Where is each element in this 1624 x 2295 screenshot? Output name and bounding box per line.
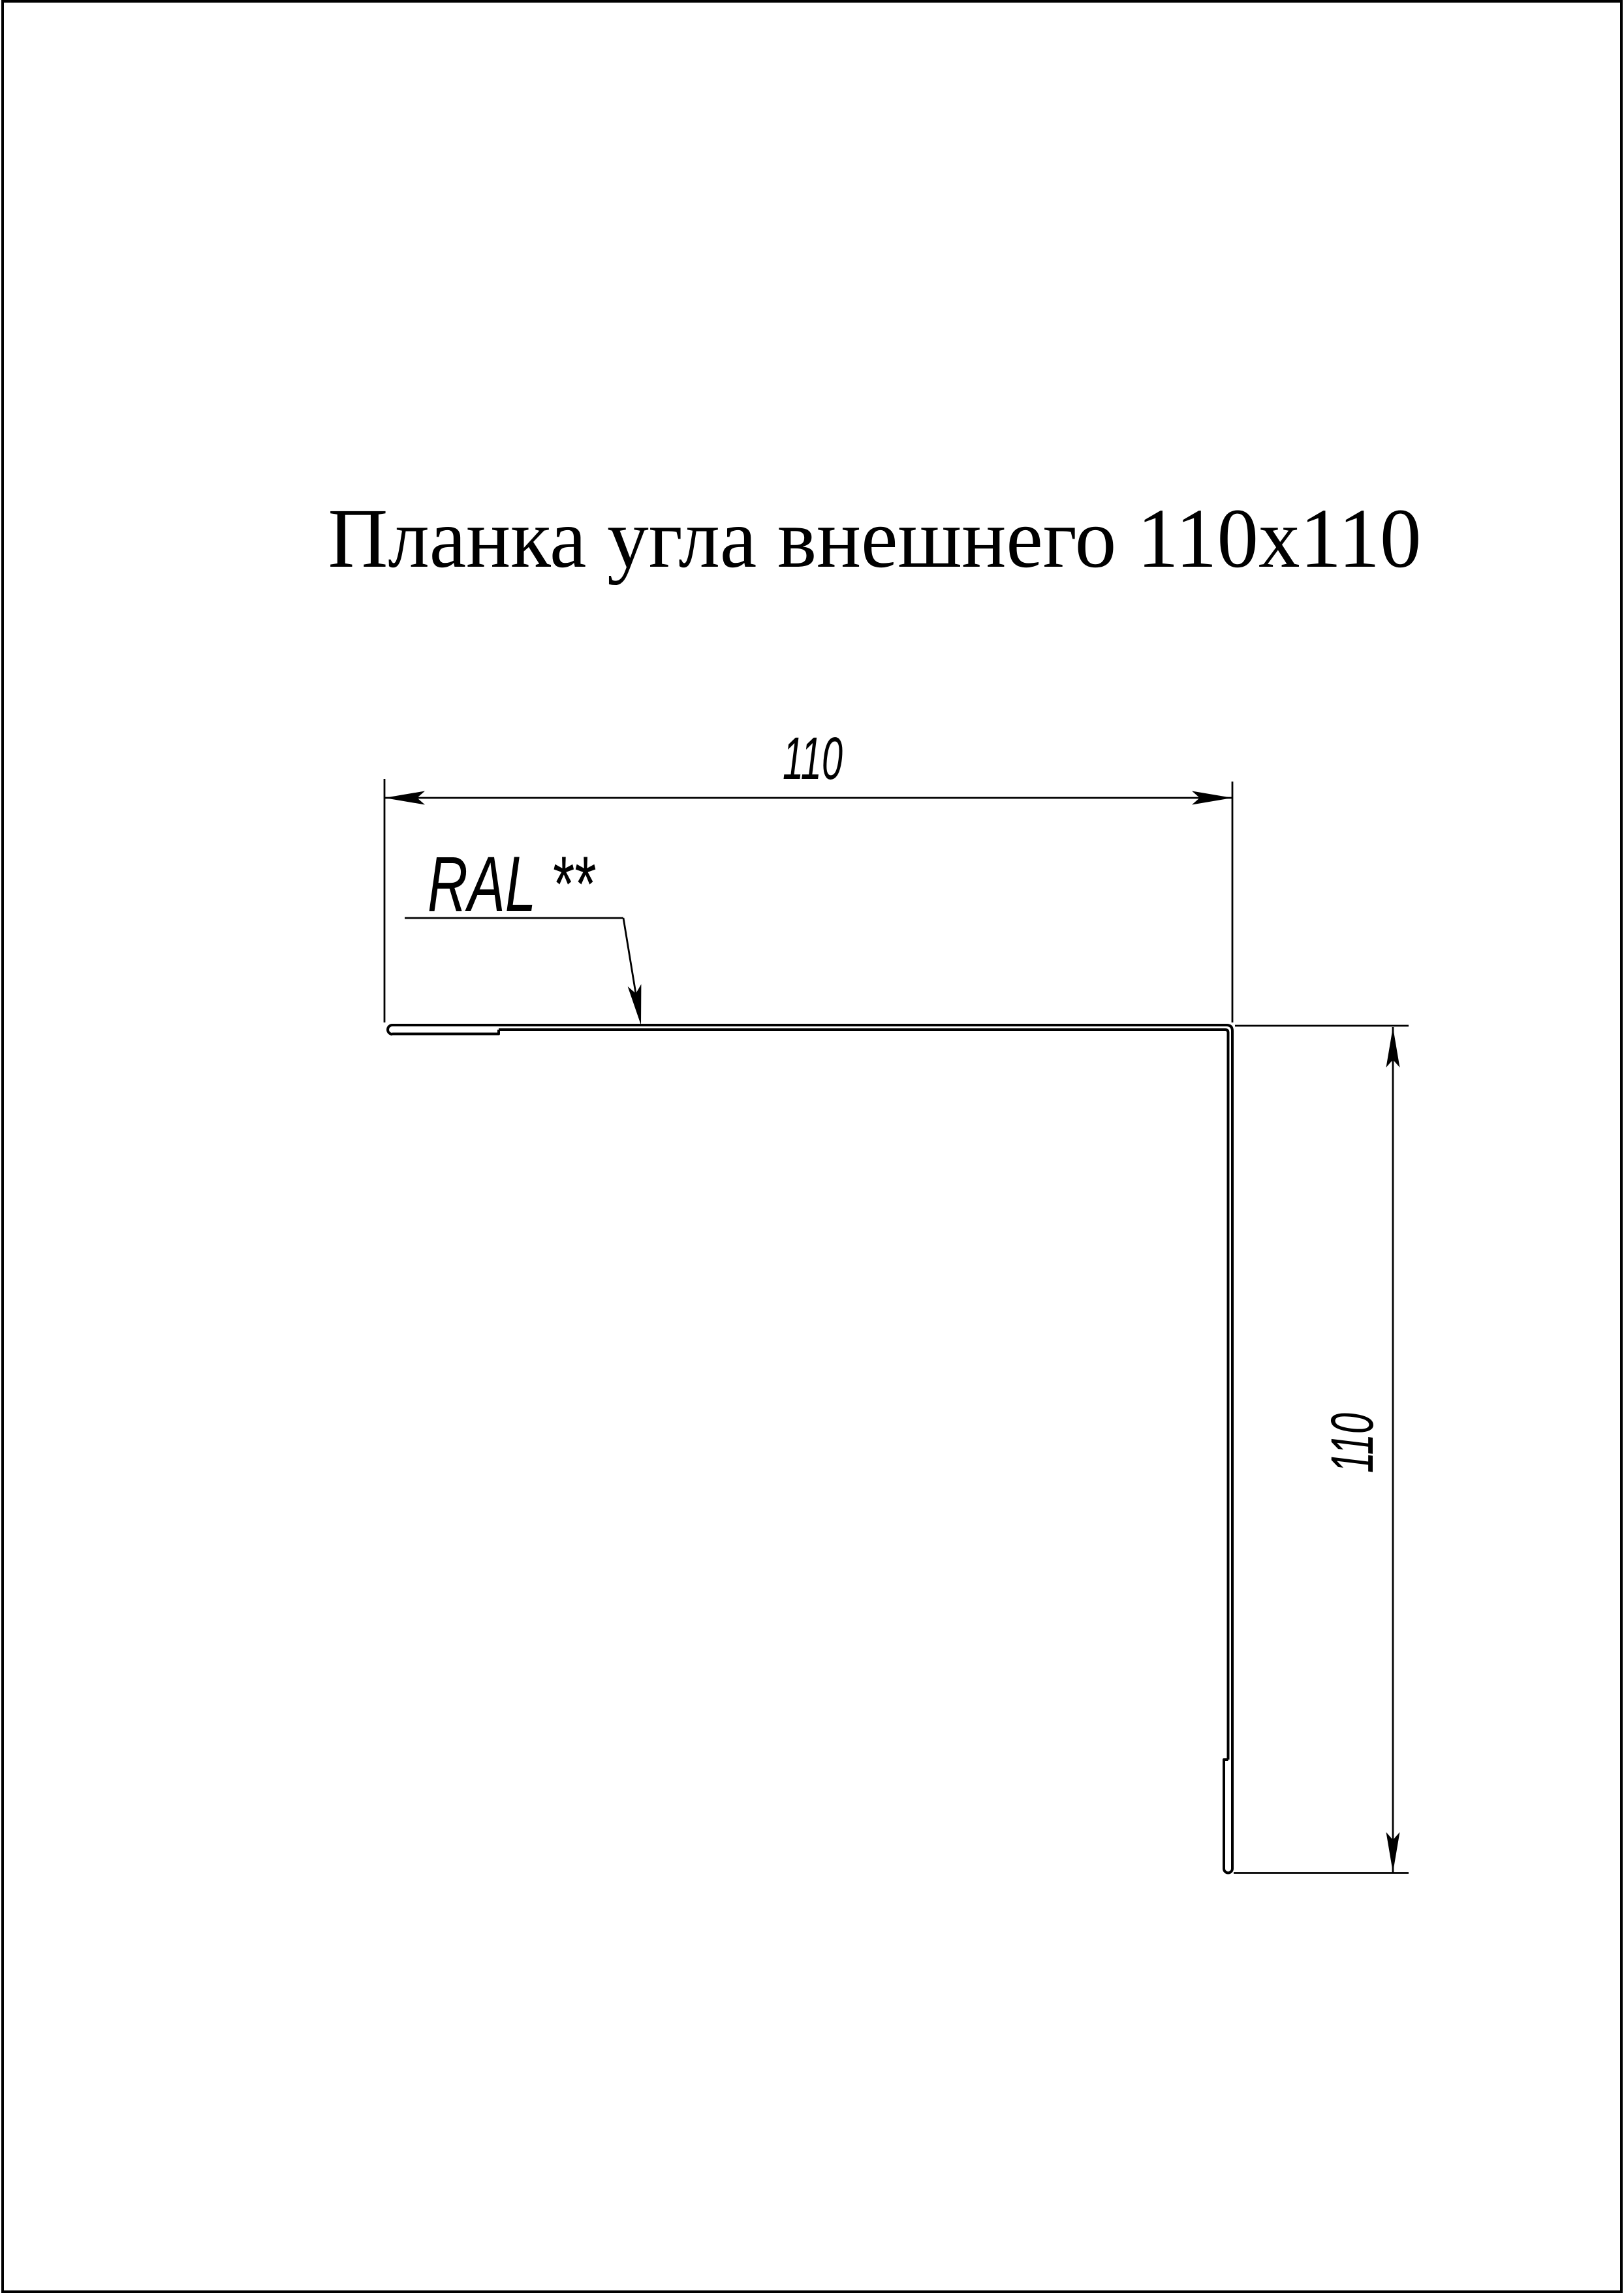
profile-left-hem-line (392, 1030, 499, 1034)
corner-profile (388, 1025, 1232, 1873)
right-dimension-value: 110 (1319, 1377, 1386, 1473)
drawing-title: Планка угла внешнего 110х110 (328, 492, 1422, 586)
ral-label: RAL ** (428, 840, 596, 928)
right-dimension (1234, 1026, 1409, 1873)
top-dimension-value: 110 (783, 725, 843, 792)
profile-outer-line (388, 1025, 1232, 1873)
profile-inner-line (499, 1030, 1228, 1760)
ral-annotation (405, 840, 641, 1025)
